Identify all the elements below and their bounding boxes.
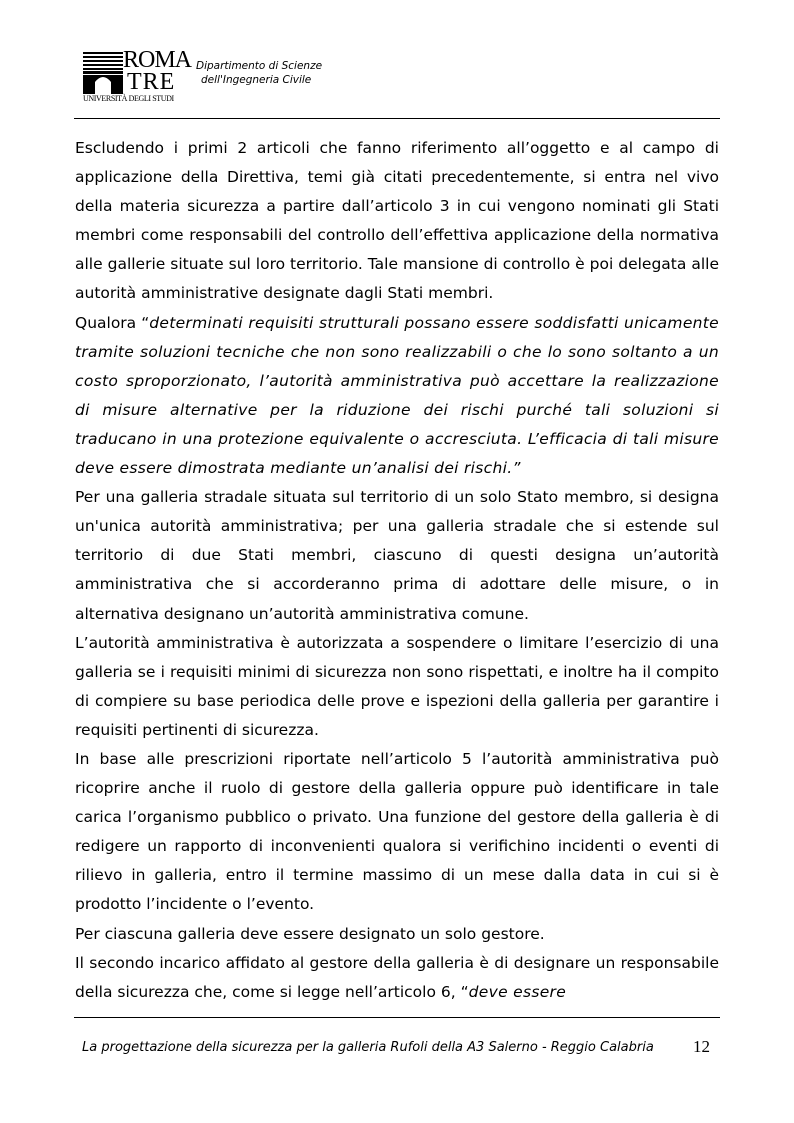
- arch-emblem-icon: [83, 50, 123, 94]
- footer-title: La progettazione della sicurezza per la galleria Rufoli della A3 Salerno - Reggio Calabria: [82, 1040, 654, 1055]
- logo-line-roma: ROMA: [123, 47, 192, 73]
- paragraph-7-text: Il secondo incarico affidato al gestore della galleria è di designare un responsabile della sicurezza che, come si legge nell’articolo 6, “: [75, 953, 719, 1001]
- paragraph-4: L’autorità amministrativa è autorizzata a sospendere o limitare l’esercizio di una galleria se i requisiti minimi di sicurezza non sono rispettati, e inoltre ha il compito di compiere su base periodica delle prove e ispezioni della galleria per garantire i requisiti pertinenti di sicurezza.: [75, 633, 719, 739]
- paragraph-2: [75, 309, 719, 484]
- paragraph-5: In base alle prescrizioni riportate nell’articolo 5 l’autorità amministrativa può ricoprire anche il ruolo di gestore della galleria oppure può identificare in tale carica l’organismo pubblico o privato. Una funzione del gestore della galleria è di redigere un rapporto di inconvenienti qualora si verifichino incidenti o eventi di rilievo in galleria, entro il termine massimo di un mese dalla data in cui si è prodotto l’incidente o l’evento.: [75, 749, 719, 914]
- department-line-2: dell'Ingegneria Civile: [201, 74, 312, 86]
- logo-line-university: UNIVERSITÀ DEGLI STUDI: [83, 94, 174, 103]
- document-body: [75, 134, 719, 1007]
- paragraph-7: [75, 949, 719, 1007]
- paragraph-2-intro: Qualora “: [75, 313, 150, 332]
- department-line-1: Dipartimento di Scienze: [196, 60, 323, 72]
- paragraph-3: Per una galleria stradale situata sul territorio di un solo Stato membro, si designa un'unica autorità amministrativa; per una galleria stradale che si estende sul territorio di due Stati membri, ciascuno di questi designa un’autorità amministrativa che si accorderanno prima di adottare delle misure, o in alternativa designano un’autorità amministrativa comune.: [75, 488, 719, 623]
- footer-divider: [74, 1017, 720, 1018]
- quoted-text: determinati requisiti strutturali possano essere soddisfatti unicamente tramite soluzioni tecniche che non sono realizzabili o che lo sono soltanto a un costo sproporzionato, l’autorità amministrativa può accettare la realizzazione di misure alternative per la riduzione dei rischi purché tali soluzioni si traducano in una protezione equivalente o accresciuta. L’efficacia di tali misure deve essere dimostrata mediante un’analisi dei rischi.”: [75, 313, 720, 478]
- header-divider: [74, 118, 720, 119]
- page-number: 12: [693, 1037, 710, 1056]
- quoted-text-trailing: deve essere: [468, 982, 567, 1001]
- university-logo: [83, 47, 192, 104]
- paragraph-6: Per ciascuna galleria deve essere designato un solo gestore.: [75, 924, 545, 943]
- logo-line-tre: TRE: [127, 69, 176, 95]
- paragraph-1: Escludendo i primi 2 articoli che fanno riferimento all’oggetto e al campo di applicazione della Direttiva, temi già citati precedentemente, si entra nel vivo della materia sicurezza a partire dall’articolo 3 in cui vengono nominati gli Stati membri come responsabili del controllo dell’effettiva applicazione della normativa alle gallerie situate sul loro territorio. Tale mansione di controllo è poi delegata alle autorità amministrative designate dagli Stati membri.: [75, 139, 719, 303]
- department-name: [196, 59, 322, 87]
